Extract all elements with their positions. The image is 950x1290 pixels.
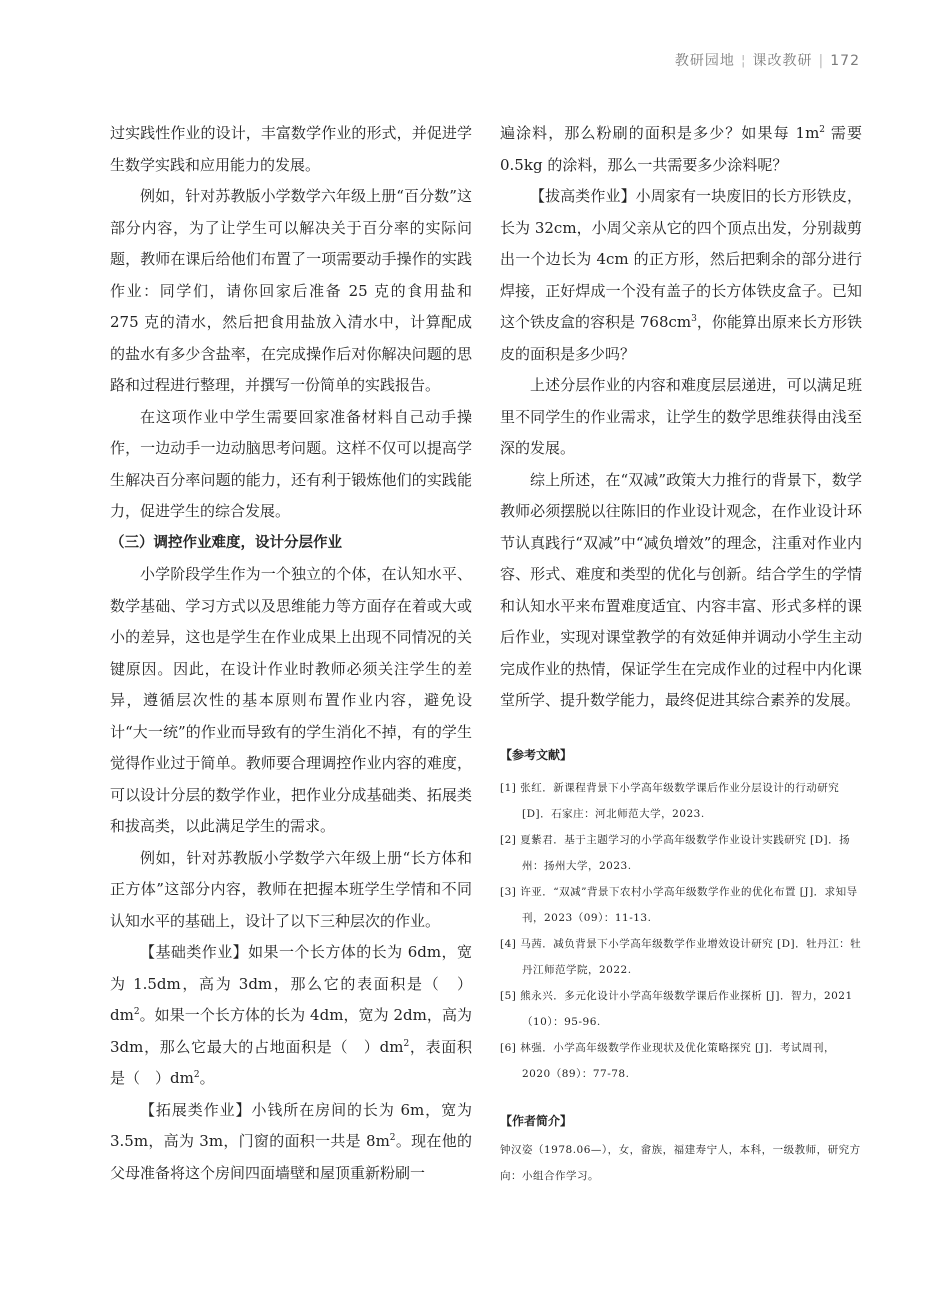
left-column — [110, 118, 472, 1189]
paragraph: 在这项作业中学生需要回家准备材料自己动手操作，一边动手一边动脑思考问题。这样不仅可以提高学生解决百分率问题的能力，还有利于锻炼他们的实践能力，促进学生的综合发展。 — [110, 407, 472, 520]
reference-item: [6] 林强．小学高年级数学作业现状及优化策略探究 [J]．考试周刊，2020（89）：77-78. — [500, 1041, 835, 1080]
references-section — [500, 743, 862, 1087]
header-divider: ¦ — [740, 53, 747, 69]
paragraph: 过实践性作业的设计，丰富数学作业的形式，并促进学生数学实践和应用能力的发展。 — [110, 124, 472, 174]
paragraph: 小学阶段学生作为一个独立的个体，在认知水平、数学基础、学习方式以及思维能力等方面存在着或大或小的差异，这也是学生在作业成果上出现不同情况的关键原因。因此，在设计作业时教师必须关注学生的差异，遵循层次性的基本原则布置作业内容，避免设计“大一统”的作业而导致有的学生消化不掉，有的学生觉得作业过于简单。教师要合理调控作业内容的难度，可以设计分层的数学作业，把作业分成基础类、拓展类和拔高类，以此满足学生的需求。 — [110, 565, 472, 835]
extend-homework-paragraph: 【拓展类作业】小钱所在房间的长为 6m，宽为 3.5m，高为 3m，门窗的面积一共是 $8m^2$。现在他的父母准备将这个房间四面墙壁和屋顶重新粉刷一 — [110, 1100, 472, 1182]
reference-item: [2] 夏紫君．基于主题学习的小学高年级数学作业设计实践研究 [D]．扬州：扬州大学，2023. — [500, 833, 851, 872]
advanced-homework-paragraph: 【拔高类作业】小周家有一块废旧的长方形铁皮，长为 32cm，小周父亲从它的四个顶点出发，分别裁剪出一个边长为 4cm 的正方形，然后把剩余的部分进行焊接，正好焊成一个没有盖子的长方体铁皮盒子。已知这个铁皮盒的容积是 $768cm^3$，你能算出原来长方形铁皮的面积是多少吗？ — [500, 187, 862, 363]
section-heading: （三）调控作业难度，设计分层作业 — [110, 534, 342, 551]
author-title: 【作者简介】 — [500, 1113, 573, 1128]
paragraph: 综上所述，在“双减”政策大力推行的背景下，数学教师必须摆脱以往陈旧的作业设计观念，在作业设计环节认真践行“双减”中“减负增效”的理念，注重对作业内容、形式、难度和类型的优化与创新。结合学生的学情和认知水平来布置难度适宜、内容丰富、形式多样的课后作业，实现对课堂教学的有效延伸并调动小学生主动完成作业的热情，保证学生在完成作业的过程中内化课堂所学、提升数学能力，最终促进其综合素养的发展。 — [500, 470, 862, 709]
reference-item: [1] 张红．新课程背景下小学高年级数学课后作业分层设计的行动研究 [D]．石家庄：河北师范大学，2023. — [500, 781, 840, 820]
references-title: 【参考文献】 — [500, 747, 573, 762]
paragraph: 例如，针对苏教版小学数学六年级上册“百分数”这部分内容，为了让学生可以解决关于百分率的实际问题，教师在课后给他们布置了一项需要动手操作的实践作业：同学们，请你回家后准备 25 克的食用盐和 275 克的清水，然后把食用盐放入清水中，计算配成的盐水有多少含盐率，在完成操作后对你解决问题的思路和过程进行整理，并撰写一份简单的实践报告。 — [110, 187, 472, 394]
extend-homework-continued: 遍涂料，那么粉刷的面积是多少？如果每 $1m^2$ 需要 0.5kg 的涂料，那么一共需要多少涂料呢？ — [500, 124, 862, 174]
reference-item: [3] 许亚．“双减”背景下农村小学高年级数学作业的优化布置 [J]．求知导刊，2023（09）：11-13. — [500, 885, 858, 924]
basic-homework-paragraph: 【基础类作业】如果一个长方体的长为 6dm，宽为 1.5dm，高为 3dm，那么它的表面积是（ ）$dm^2$。如果一个长方体的长为 4dm，宽为 2dm，高为 3dm，那么它最大的占地面积是（ ）$dm^2$，表面积是（ ）$dm^2$。 — [110, 943, 472, 1087]
header-divider-2: | — [818, 53, 825, 69]
header-section: 教研园地 — [674, 53, 735, 69]
right-column — [500, 118, 862, 1189]
header-subsection: 课改教研 — [752, 53, 813, 69]
author-bio: 钟汉姿（1978.06—），女，畲族，福建寿宁人，本科，一级教师，研究方向：小组合作学习。 — [500, 1143, 861, 1182]
paragraph: 例如，针对苏教版小学数学六年级上册“长方体和正方体”这部分内容，教师在把握本班学生学情和不同认知水平的基础上，设计了以下三种层次的作业。 — [110, 848, 472, 930]
reference-item: [5] 熊永兴．多元化设计小学高年级数学课后作业探析 [J]．智力，2021（10）：95-96. — [500, 989, 853, 1028]
reference-item: [4] 马茜．减负背景下小学高年级数学作业增效设计研究 [D]．牡丹江：牡丹江师范学院，2022. — [500, 937, 862, 976]
author-section — [500, 1109, 862, 1189]
paragraph: 上述分层作业的内容和难度层层递进，可以满足班里不同学生的作业需求，让学生的数学思维获得由浅至深的发展。 — [500, 376, 862, 457]
page-header — [675, 50, 860, 70]
page-number: 172 — [830, 53, 860, 69]
